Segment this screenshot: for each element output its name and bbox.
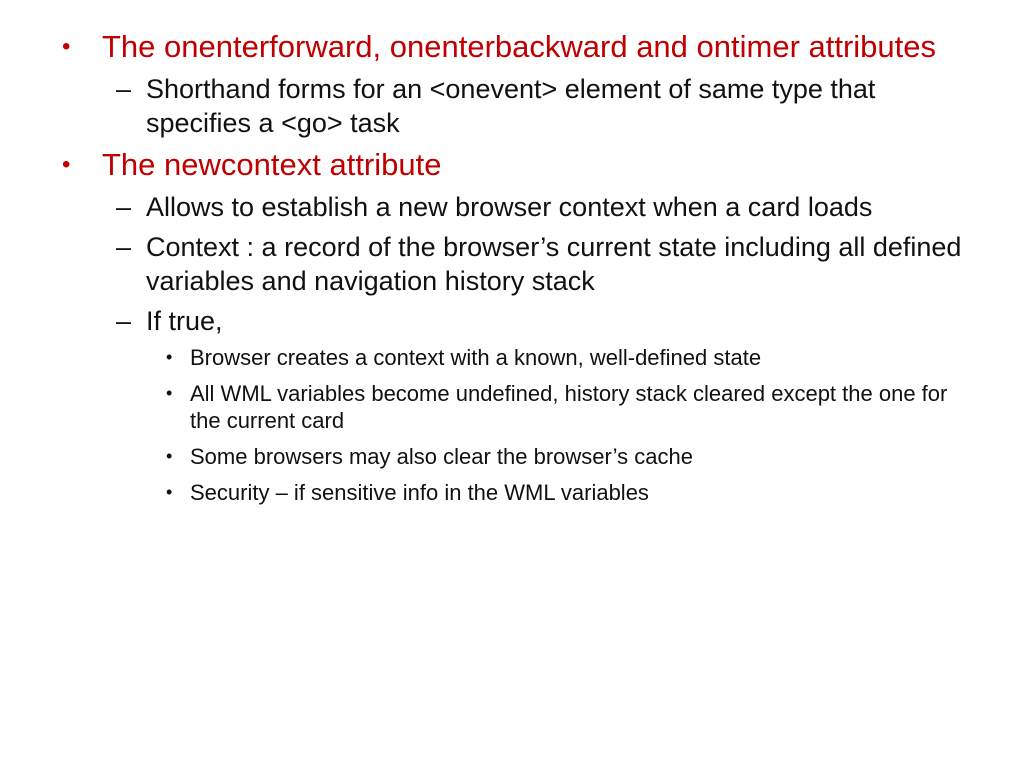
bullet-text: The newcontext attribute	[102, 147, 442, 182]
dash-marker: –	[116, 192, 132, 222]
bullet-level3	[166, 443, 964, 470]
bullet-text: Security – if sensitive info in the WML variables	[190, 480, 649, 505]
dash-marker: –	[116, 74, 132, 104]
bullet-level2	[116, 190, 964, 224]
bullet-text: If true,	[146, 306, 223, 336]
bullet-text: All WML variables become undefined, history stack cleared except the one for the current card	[190, 381, 948, 433]
bullet-marker: •	[166, 347, 173, 367]
bullet-level2	[116, 72, 964, 140]
bullet-text: Allows to establish a new browser context when a card loads	[146, 192, 873, 222]
bullet-level1	[60, 28, 964, 66]
bullet-level3	[166, 479, 964, 506]
bullet-marker: •	[62, 151, 71, 178]
bullet-marker: •	[62, 33, 71, 60]
bullet-level3	[166, 344, 964, 371]
bullet-text: Shorthand forms for an <onevent> element of same type that specifies a <go> task	[146, 74, 876, 138]
bullet-marker: •	[166, 446, 173, 466]
bullet-marker: •	[166, 383, 173, 403]
bullet-text: Some browsers may also clear the browser’s cache	[190, 444, 693, 469]
bullet-text: The onenterforward, onenterbackward and ontimer attributes	[102, 29, 937, 64]
bullet-level3	[166, 380, 964, 434]
dash-marker: –	[116, 306, 132, 336]
dash-marker: –	[116, 232, 132, 262]
bullet-text: Browser creates a context with a known, well-defined state	[190, 345, 762, 370]
bullet-level2	[116, 304, 964, 338]
bullet-level1	[60, 146, 964, 184]
bullet-text: Context : a record of the browser’s current state including all defined variables and navigation history stack	[146, 232, 962, 296]
bullet-marker: •	[166, 482, 173, 502]
bullet-level2	[116, 230, 964, 298]
